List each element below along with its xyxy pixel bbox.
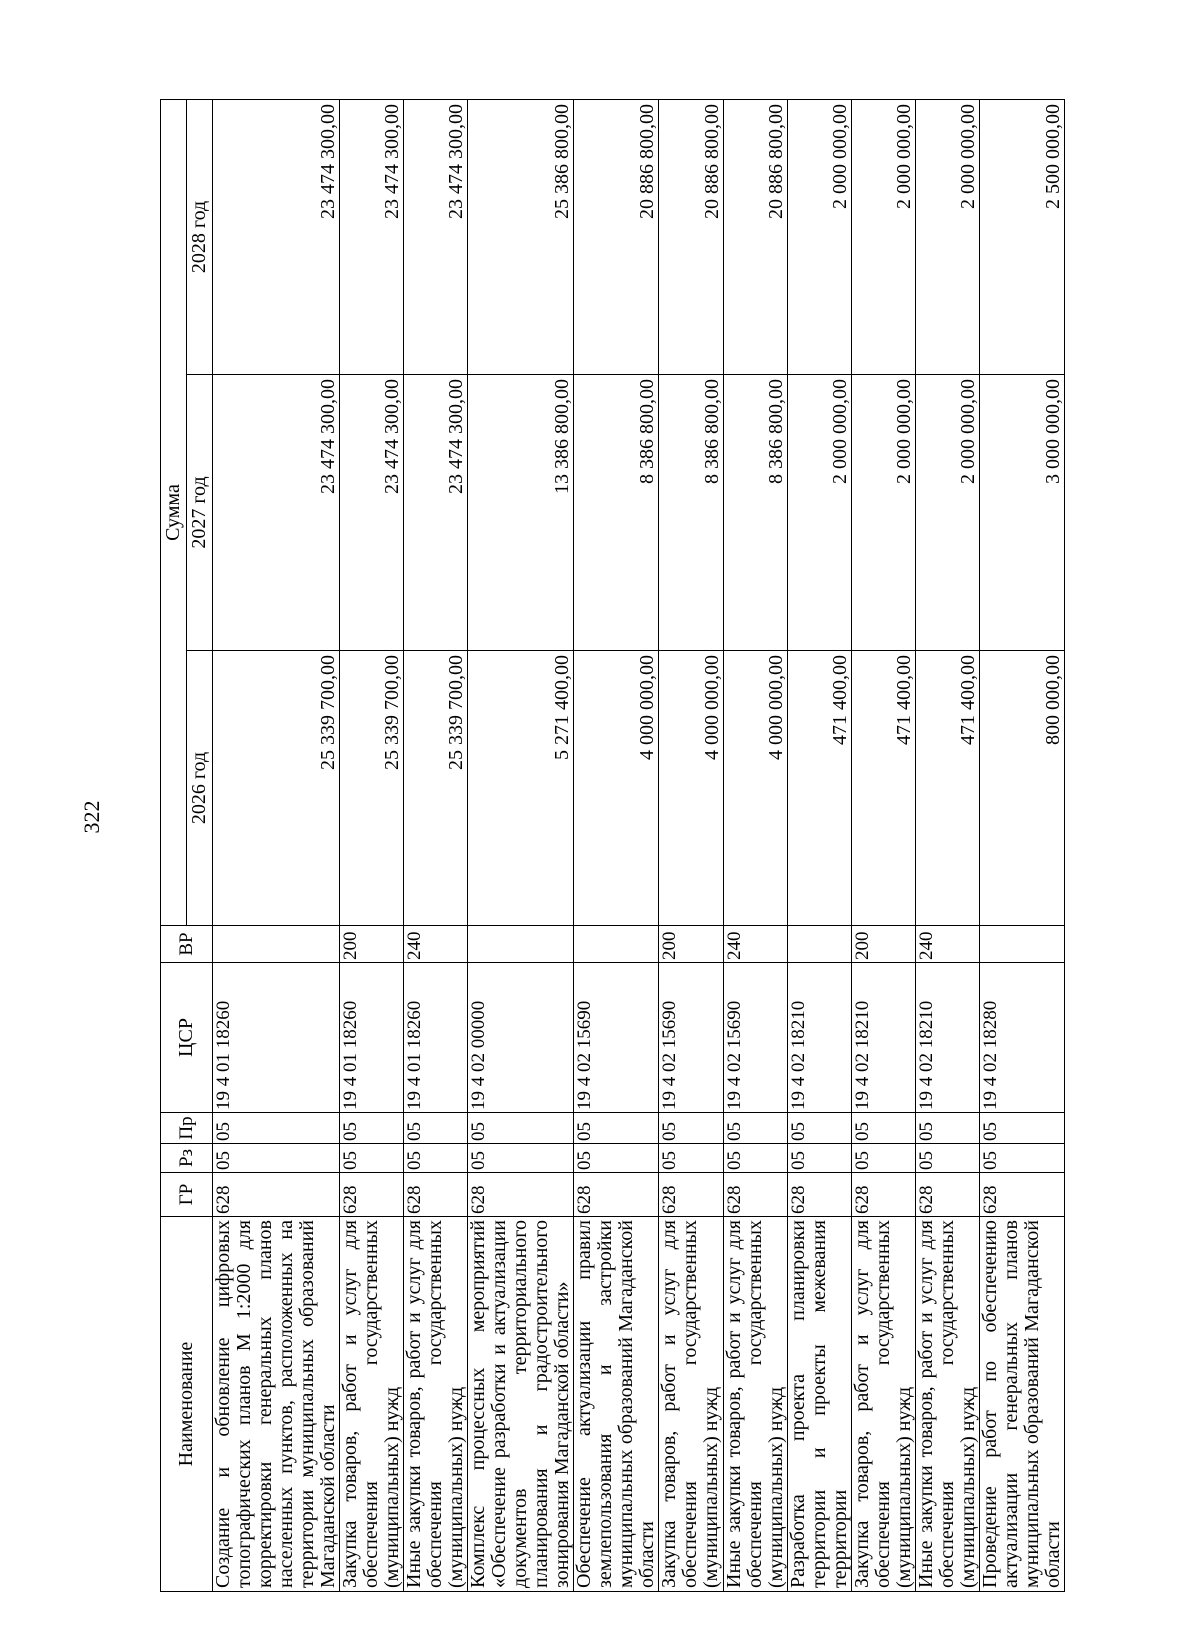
table-row bbox=[574, 99, 659, 1591]
row-pr: 05 bbox=[851, 1113, 915, 1144]
table-row bbox=[723, 99, 787, 1591]
row-vr: 200 bbox=[340, 926, 404, 963]
row-sum-2027: 2 000 000,00 bbox=[915, 375, 979, 651]
row-gr: 628 bbox=[723, 1173, 787, 1217]
row-vr bbox=[979, 926, 1064, 963]
row-pr: 05 bbox=[468, 1113, 574, 1144]
row-sum-2028: 2 000 000,00 bbox=[851, 99, 915, 374]
row-sum-2028: 2 000 000,00 bbox=[915, 99, 979, 374]
row-name: Закупка товаров, работ и услуг для обеспечения государственных (муниципальных) нужд bbox=[659, 1217, 723, 1592]
row-vr bbox=[213, 926, 340, 963]
row-sum-2028: 23 474 300,00 bbox=[340, 99, 404, 374]
row-sum-2027: 8 386 800,00 bbox=[723, 375, 787, 651]
row-rz: 05 bbox=[851, 1144, 915, 1173]
header-row-1 bbox=[161, 99, 187, 1591]
row-gr: 628 bbox=[915, 1173, 979, 1217]
row-csr: 19 4 02 15690 bbox=[723, 963, 787, 1113]
row-sum-2026: 4 000 000,00 bbox=[574, 651, 659, 926]
row-pr: 05 bbox=[404, 1113, 468, 1144]
table-row bbox=[851, 99, 915, 1591]
row-gr: 628 bbox=[213, 1173, 340, 1217]
row-sum-2026: 5 271 400,00 bbox=[468, 651, 574, 926]
row-rz: 05 bbox=[340, 1144, 404, 1173]
row-vr: 240 bbox=[723, 926, 787, 963]
row-vr: 240 bbox=[404, 926, 468, 963]
header-pr: Пр bbox=[161, 1113, 213, 1144]
row-sum-2027: 13 386 800,00 bbox=[468, 375, 574, 651]
row-sum-2026: 471 400,00 bbox=[787, 651, 851, 926]
row-name: Комплекс процессных мероприятий «Обеспечение разработки и актуализации документов территориального планирования и градостроительного зонирования Магаданской области» bbox=[468, 1217, 574, 1592]
budget-table bbox=[160, 99, 1065, 1592]
row-sum-2027: 23 474 300,00 bbox=[404, 375, 468, 651]
table-row bbox=[404, 99, 468, 1591]
table-row bbox=[915, 99, 979, 1591]
header-year-2028: 2028 год bbox=[187, 99, 213, 374]
header-csr: ЦСР bbox=[161, 963, 213, 1113]
row-sum-2026: 25 339 700,00 bbox=[340, 651, 404, 926]
row-sum-2028: 20 886 800,00 bbox=[723, 99, 787, 374]
row-sum-2027: 23 474 300,00 bbox=[213, 375, 340, 651]
row-csr: 19 4 02 00000 bbox=[468, 963, 574, 1113]
table-body bbox=[213, 99, 1065, 1591]
row-pr: 05 bbox=[787, 1113, 851, 1144]
row-pr: 05 bbox=[915, 1113, 979, 1144]
header-year-2027: 2027 год bbox=[187, 375, 213, 651]
row-sum-2026: 25 339 700,00 bbox=[404, 651, 468, 926]
row-sum-2028: 20 886 800,00 bbox=[574, 99, 659, 374]
row-sum-2026: 471 400,00 bbox=[915, 651, 979, 926]
row-sum-2028: 23 474 300,00 bbox=[213, 99, 340, 374]
row-gr: 628 bbox=[340, 1173, 404, 1217]
row-name: Создание и обновление цифровых топографических планов М 1:2000 для корректировки генеральных планов населенных пунктов, расположенных на территории муниципальных образований Магаданской области bbox=[213, 1217, 340, 1592]
row-rz: 05 bbox=[659, 1144, 723, 1173]
row-name: Закупка товаров, работ и услуг для обеспечения государственных (муниципальных) нужд bbox=[851, 1217, 915, 1592]
row-sum-2028: 20 886 800,00 bbox=[659, 99, 723, 374]
table-row bbox=[979, 99, 1064, 1591]
row-sum-2027: 2 000 000,00 bbox=[787, 375, 851, 651]
header-name: Наименование bbox=[161, 1217, 213, 1592]
row-rz: 05 bbox=[787, 1144, 851, 1173]
table-row bbox=[787, 99, 851, 1591]
row-name: Иные закупки товаров, работ и услуг для обеспечения государственных (муниципальных) нужд bbox=[404, 1217, 468, 1592]
row-pr: 05 bbox=[574, 1113, 659, 1144]
row-vr: 240 bbox=[915, 926, 979, 963]
row-rz: 05 bbox=[213, 1144, 340, 1173]
row-sum-2026: 471 400,00 bbox=[851, 651, 915, 926]
row-sum-2027: 8 386 800,00 bbox=[574, 375, 659, 651]
row-csr: 19 4 02 18280 bbox=[979, 963, 1064, 1113]
row-vr bbox=[787, 926, 851, 963]
row-sum-2027: 2 000 000,00 bbox=[851, 375, 915, 651]
row-name: Иные закупки товаров, работ и услуг для обеспечения государственных (муниципальных) нужд bbox=[915, 1217, 979, 1592]
header-vr: ВР bbox=[161, 926, 213, 963]
row-pr: 05 bbox=[659, 1113, 723, 1144]
row-rz: 05 bbox=[723, 1144, 787, 1173]
header-gr: ГР bbox=[161, 1173, 213, 1217]
row-sum-2027: 8 386 800,00 bbox=[659, 375, 723, 651]
table-row bbox=[659, 99, 723, 1591]
row-vr: 200 bbox=[659, 926, 723, 963]
row-rz: 05 bbox=[468, 1144, 574, 1173]
row-pr: 05 bbox=[723, 1113, 787, 1144]
row-csr: 19 4 02 18210 bbox=[915, 963, 979, 1113]
table-row bbox=[468, 99, 574, 1591]
row-sum-2026: 800 000,00 bbox=[979, 651, 1064, 926]
row-pr: 05 bbox=[979, 1113, 1064, 1144]
row-pr: 05 bbox=[340, 1113, 404, 1144]
row-sum-2028: 25 386 800,00 bbox=[468, 99, 574, 374]
row-sum-2026: 25 339 700,00 bbox=[213, 651, 340, 926]
row-sum-2026: 4 000 000,00 bbox=[723, 651, 787, 926]
row-gr: 628 bbox=[659, 1173, 723, 1217]
row-sum-2027: 3 000 000,00 bbox=[979, 375, 1064, 651]
row-sum-2026: 4 000 000,00 bbox=[659, 651, 723, 926]
table-row bbox=[213, 99, 340, 1591]
row-gr: 628 bbox=[979, 1173, 1064, 1217]
row-gr: 628 bbox=[574, 1173, 659, 1217]
row-csr: 19 4 01 18260 bbox=[340, 963, 404, 1113]
row-gr: 628 bbox=[468, 1173, 574, 1217]
row-gr: 628 bbox=[404, 1173, 468, 1217]
header-rz: Рз bbox=[161, 1144, 213, 1173]
row-name: Проведение работ по обеспечению актуализации генеральных планов муниципальных образований Магаданской области bbox=[979, 1217, 1064, 1592]
row-name: Закупка товаров, работ и услуг для обеспечения государственных (муниципальных) нужд bbox=[340, 1217, 404, 1592]
row-csr: 19 4 02 15690 bbox=[659, 963, 723, 1113]
row-sum-2028: 2 000 000,00 bbox=[787, 99, 851, 374]
table-header bbox=[161, 99, 213, 1591]
row-sum-2028: 2 500 000,00 bbox=[979, 99, 1064, 374]
row-rz: 05 bbox=[915, 1144, 979, 1173]
row-csr: 19 4 01 18260 bbox=[404, 963, 468, 1113]
row-sum-2027: 23 474 300,00 bbox=[340, 375, 404, 651]
row-csr: 19 4 02 18210 bbox=[851, 963, 915, 1113]
row-rz: 05 bbox=[404, 1144, 468, 1173]
table-row bbox=[340, 99, 404, 1591]
page-number: 322 bbox=[79, 800, 104, 834]
header-sum: Сумма bbox=[161, 99, 187, 925]
row-csr: 19 4 02 15690 bbox=[574, 963, 659, 1113]
row-vr bbox=[468, 926, 574, 963]
row-rz: 05 bbox=[574, 1144, 659, 1173]
row-vr: 200 bbox=[851, 926, 915, 963]
row-vr bbox=[574, 926, 659, 963]
row-csr: 19 4 02 18210 bbox=[787, 963, 851, 1113]
row-name: Иные закупки товаров, работ и услуг для обеспечения государственных (муниципальных) нужд bbox=[723, 1217, 787, 1592]
row-gr: 628 bbox=[787, 1173, 851, 1217]
row-pr: 05 bbox=[213, 1113, 340, 1144]
row-gr: 628 bbox=[851, 1173, 915, 1217]
header-year-2026: 2026 год bbox=[187, 651, 213, 926]
row-name: Разработка проекта планировки территории и проекты межевания территории bbox=[787, 1217, 851, 1592]
row-csr: 19 4 01 18260 bbox=[213, 963, 340, 1113]
row-rz: 05 bbox=[979, 1144, 1064, 1173]
row-sum-2028: 23 474 300,00 bbox=[404, 99, 468, 374]
row-name: Обеспечение актуализации правил землепользования и застройки муниципальных образований Магаданской области bbox=[574, 1217, 659, 1592]
rotated-page-content bbox=[160, 100, 1065, 1592]
